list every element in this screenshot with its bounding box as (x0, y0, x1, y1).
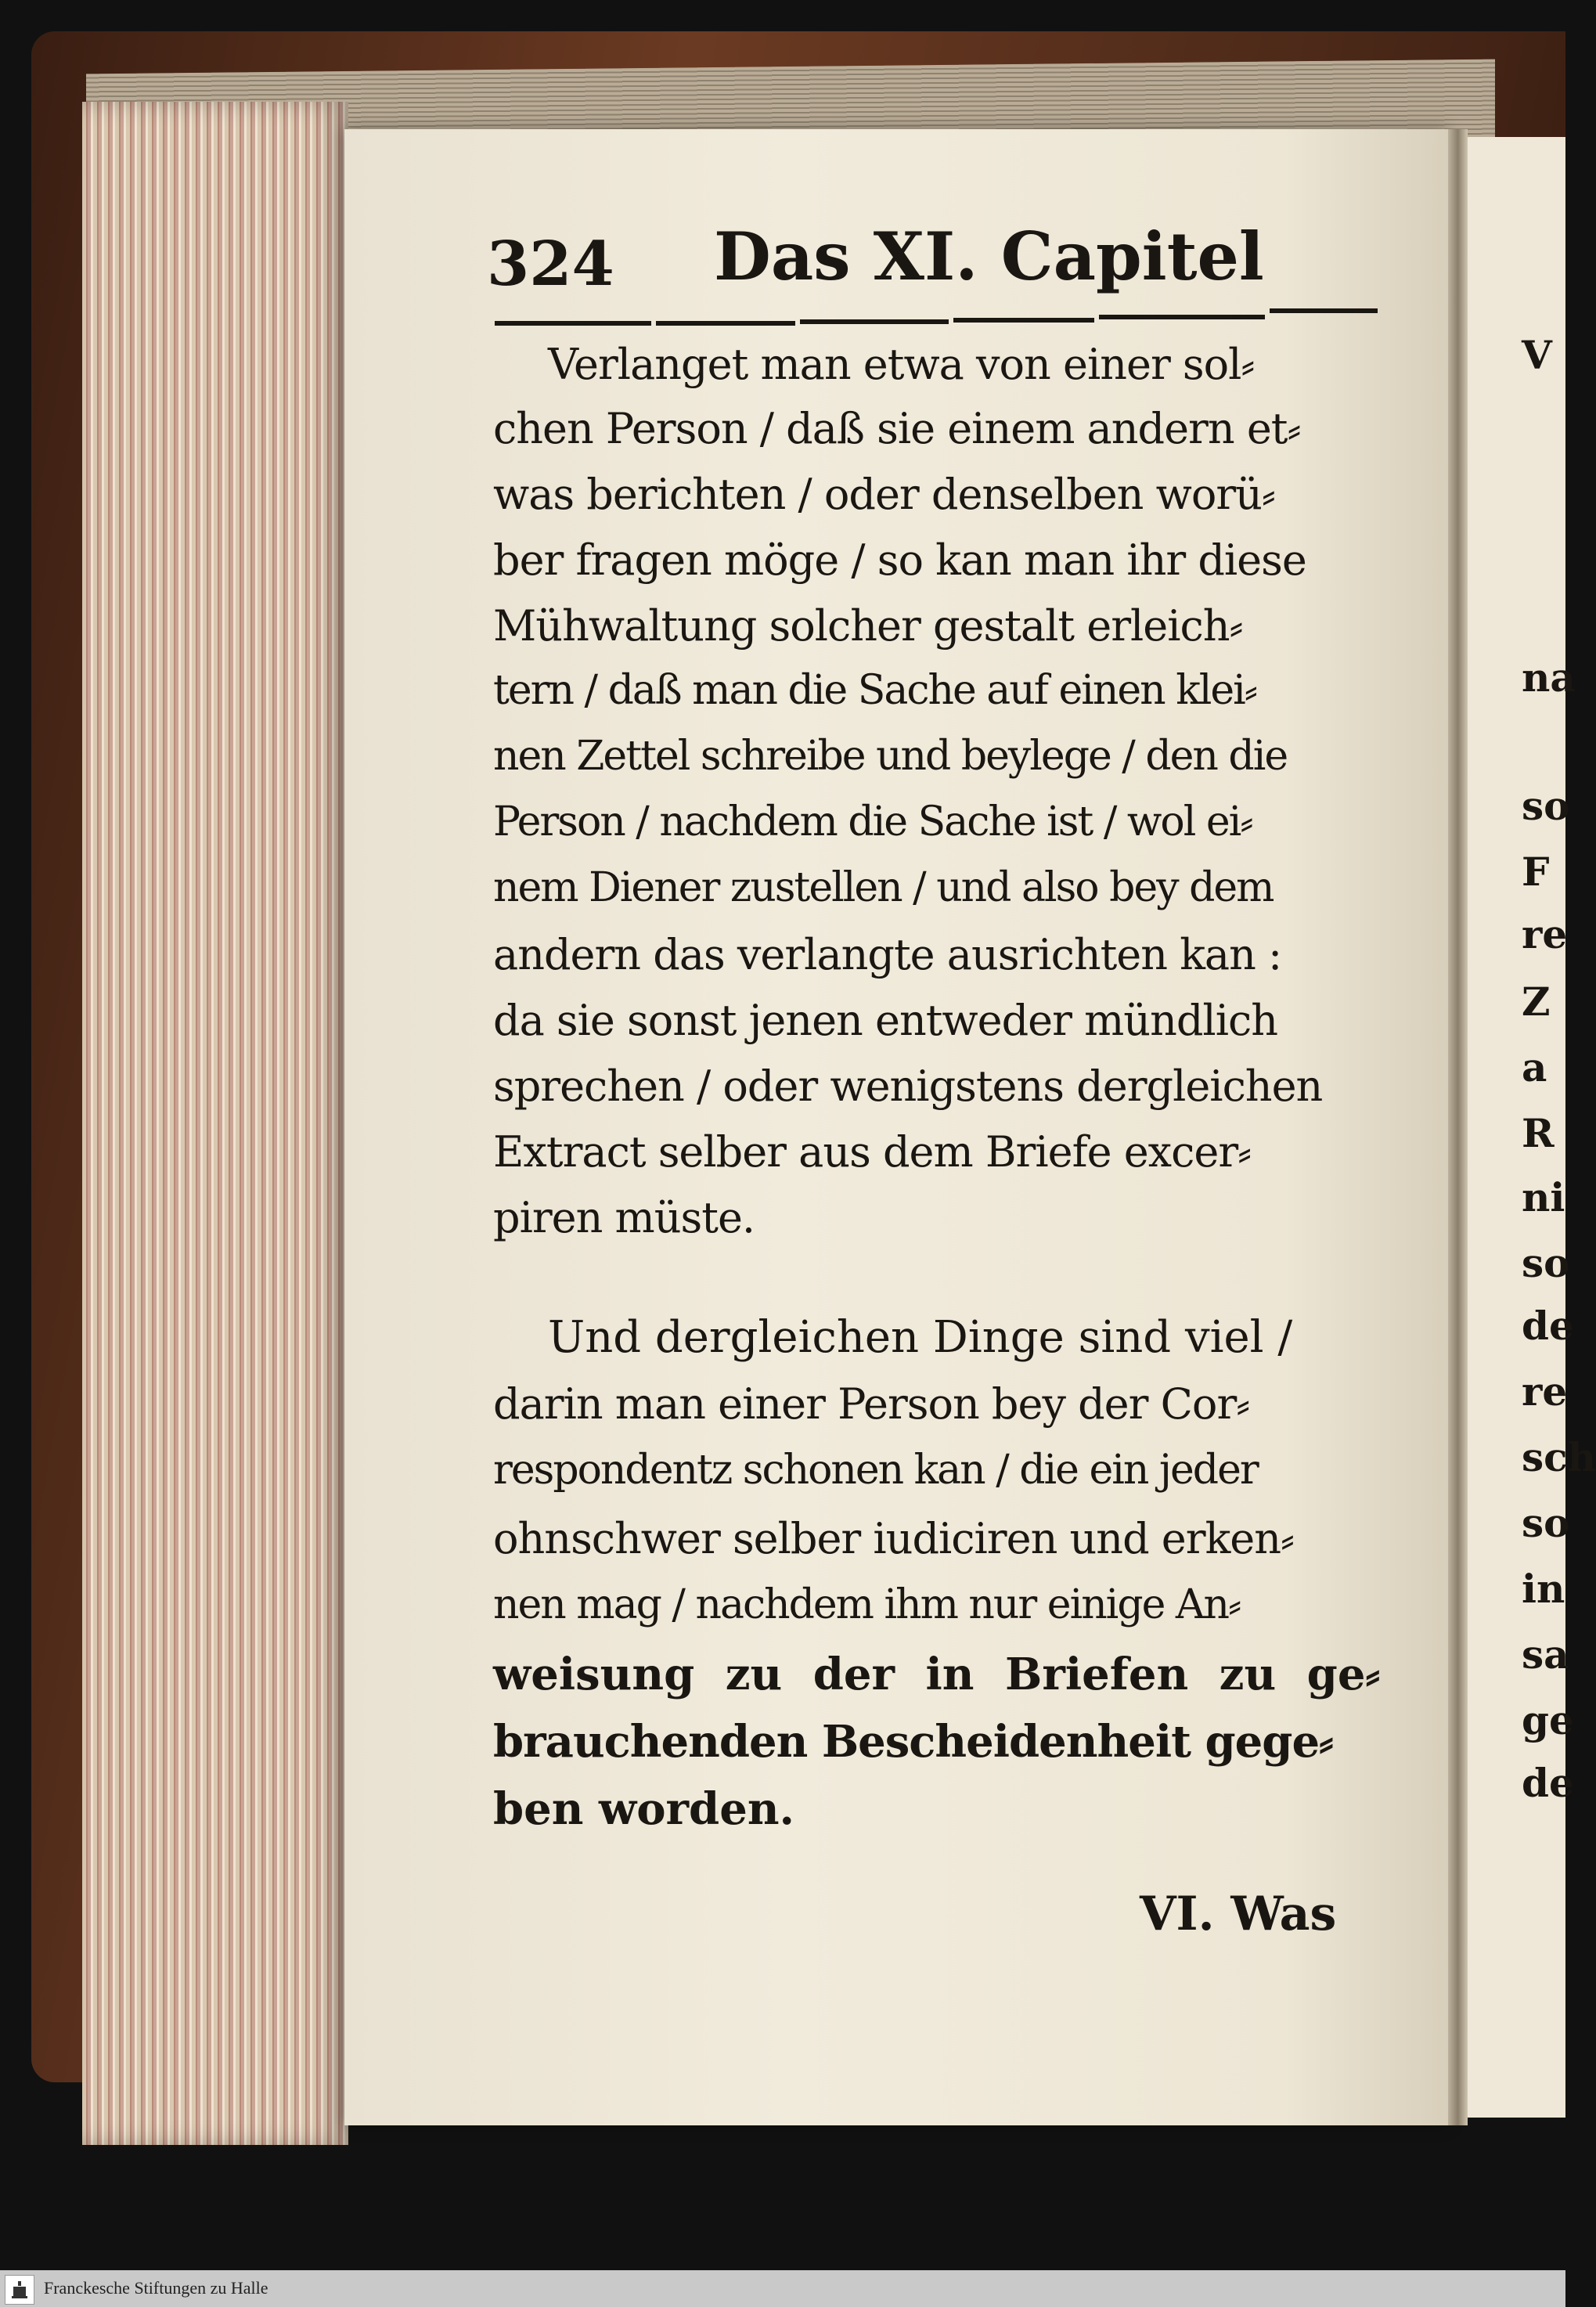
text-line: Und dergleichen Dinge sind viel / (548, 1312, 1293, 1363)
right-page-fragment: re (1522, 911, 1568, 957)
right-page-fragment: V (1522, 332, 1552, 378)
header-rule-segment (1099, 315, 1265, 319)
right-page-fragment: re (1522, 1368, 1568, 1415)
right-page-fragment: so (1522, 1240, 1570, 1286)
text-line: nen Zettel schreibe und beylege / den die (493, 733, 1288, 780)
text-line: Verlanget man etwa von einer sol⸗ (548, 340, 1255, 389)
text-line: brauchenden Bescheidenheit gege⸗ (493, 1716, 1333, 1768)
right-page-fragment: in (1522, 1566, 1565, 1612)
text-line: nen mag / nachdem ihm nur einige An⸗ (493, 1581, 1241, 1628)
right-page-fragment: Z (1522, 979, 1551, 1025)
text-line: weisung zu der in Briefen zu ge⸗ (493, 1649, 1381, 1700)
text-line: darin man einer Person bey der Cor⸗ (493, 1379, 1250, 1429)
text-line: ber fragen möge / so kan man ihr diese (493, 535, 1306, 585)
header-rule-segment (495, 321, 651, 326)
right-page-fragment: sa (1522, 1631, 1569, 1678)
right-page-fragment: R (1522, 1110, 1555, 1156)
text-line: respondentz schonen kan / die ein jeder (493, 1447, 1258, 1494)
text-line: ben worden. (493, 1783, 795, 1835)
right-page-fragment: de (1522, 1760, 1574, 1806)
text-line: chen Person / daß sie einem andern et⸗ (493, 404, 1301, 453)
right-page-fragment: ni (1522, 1174, 1565, 1220)
header-rule-segment (656, 321, 795, 326)
text-line: da sie sonst jenen entweder mündlich (493, 996, 1277, 1045)
text-line: Extract selber aus dem Briefe excer⸗ (493, 1127, 1252, 1177)
running-title: Das XI. Capitel (714, 218, 1264, 295)
header-rule-segment (1270, 308, 1378, 313)
text-line: piren müste. (493, 1193, 755, 1242)
text-line: nem Diener zustellen / und also bey dem (493, 864, 1274, 911)
text-line: andern das verlangte ausrichten kan : (493, 930, 1282, 979)
book-gutter (1448, 129, 1468, 2125)
text-line: sprechen / oder wenigstens dergleichen (493, 1062, 1323, 1111)
right-page-fragment: sch (1522, 1434, 1596, 1480)
footer-bar (0, 2270, 1565, 2307)
page-block-fore-edge (82, 102, 348, 2145)
institution-logo-icon (5, 2275, 34, 2305)
right-page-fragment: ge (1522, 1697, 1574, 1743)
right-page-fragment: F (1522, 849, 1550, 895)
text-line: Mühwaltung solcher gestalt erleich⸗ (493, 601, 1243, 651)
header-rule-segment (953, 318, 1094, 323)
right-page-fragment: so (1522, 783, 1570, 829)
text-line: tern / daß man die Sache auf einen klei⸗ (493, 667, 1257, 714)
catchword: VI. Was (1140, 1887, 1337, 1941)
text-line: was berichten / oder denselben worü⸗ (493, 470, 1275, 519)
right-page-fragment: so (1522, 1500, 1570, 1546)
text-line: ohnschwer selber iudiciren und erken⸗ (493, 1514, 1295, 1563)
header-rule-segment (800, 319, 949, 324)
right-page-fragment: de (1522, 1303, 1574, 1349)
right-page-fragment: a (1522, 1044, 1547, 1090)
right-page-fragment: na (1522, 654, 1576, 701)
footer-institution-text: Franckesche Stiftungen zu Halle (44, 2278, 268, 2298)
text-line: Person / nachdem die Sache ist / wol ei⸗ (493, 798, 1252, 845)
page-number: 324 (487, 229, 614, 300)
